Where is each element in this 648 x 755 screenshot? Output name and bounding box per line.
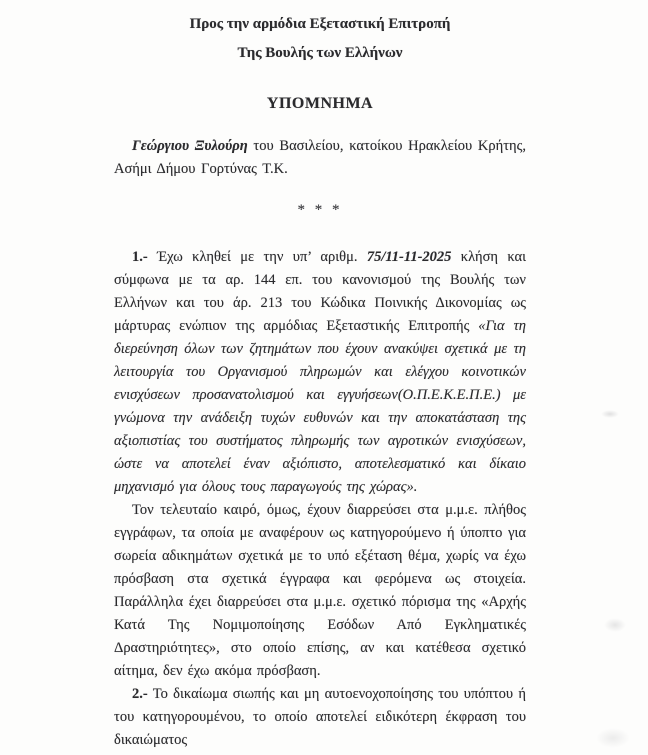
recipient-line-1: Προς την αρμόδια Εξεταστική Επιτροπή [189,16,451,32]
scan-artifact-smudge [604,618,626,632]
author-identification-line [114,135,526,181]
document-content [114,0,526,752]
document-title: ΥΠΟΜΝΗΜΑ [266,95,374,112]
text-segment: 1.- [132,249,148,265]
paragraph-3-right-to-silence [114,683,526,752]
paragraph-1-summons [114,246,526,499]
asterisk-separator: * * * [297,202,343,218]
text-segment: Γεώργιου Ξυλούρη [132,138,248,154]
text-segment: κλήση και σύμφωνα με τα αρ. 144 επ. του κανονισμού της Βουλής των Ελλήνων και του άρ. 213 του Κώδικα Ποινικής Δικονομίας ως μάρτυρας ενώπιον της αρμόδιας Εξεταστικής Επιτροπής [114,249,527,334]
scan-artifact-smudge [596,728,630,748]
text-segment: 75/11-11-2025 [366,249,452,265]
text-segment: του Βασιλείου, κατοίκου Ηρακλείου Κρήτης, Ασήμι Δήμου Γορτύνας Τ.Κ. [114,138,526,177]
paragraph-2-media-leaks [114,499,526,683]
recipient-line-2: Της Βουλής των Ελλήνων [237,45,403,61]
text-segment: Τον τελευταίο καιρό, όμως, έχουν διαρρεύσει στα μ.μ.ε. πλήθος εγγράφων, τα οποία με αναφέρουν ως κατηγορούμενο ή ύποπτο για σωρεία αδικημάτων σχετικά με το υπό εξέταση θέμα, χωρίς να έχω πρόσβαση στα σχετικά έγγραφα και φερόμενα ως στοιχεία. Παράλληλα έχει διαρρεύσει στα μ.μ.ε. σχετικό πόρισμα της «Αρχής Κατά Της Νομιμοποίησης Εσόδων Από Εγκληματικές Δραστηριότητες», στο οποίο επίσης, αν και κατέθεσα σχετικό αίτημα, δεν έχω ακόμα πρόσβαση. [114,502,526,679]
scan-artifact-smudge [601,410,619,418]
text-segment: «Για τη διερεύνηση όλων των ζητημάτων που έχουν ανακύψει σχετικά με τη λειτουργία του Οργανισμού πληρωμών και ελέγχου κοινοτικών ενισχύσεων προσανατολισμού και εγγυήσεων(Ο.Π.Ε.Κ.Ε.Π.Ε.) με γνώμονα την ανάδειξη τυχών ευθυνών και την αποκατάσταση της αξιοπιστίας του συστήματος πληρωμής των αγροτικών ενισχύσεων, ώστε να αποτελεί έναν αξιόπιστο, αποτελεσματικό και δίκαιο μηχανισμό για όλους τους παραγωγούς της χώρας». [114,318,526,495]
text-segment: Έχω κληθεί με την υπ’ αριθμ. [147,249,367,265]
text-segment: 2.- [132,686,148,702]
text-segment: Το δικαίωμα σιωπής και μη αυτοενοχοποίησης του υπόπτου ή του κατηγορουμένου, το οποίο αποτελεί ειδικότερη έκφραση του δικαιώματος [114,686,526,748]
